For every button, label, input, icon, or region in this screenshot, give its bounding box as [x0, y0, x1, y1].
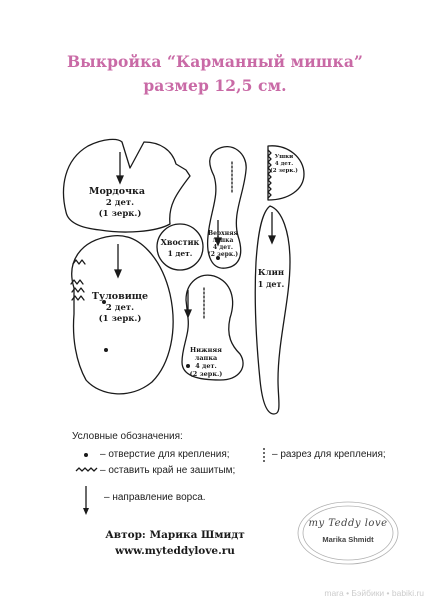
gusset-nap-arrow — [269, 236, 275, 243]
tail-name: Хвостик — [160, 237, 200, 247]
upper-paw-count: 4 дет. — [213, 244, 233, 251]
upper-paw-name-2: лапка — [212, 237, 234, 244]
muzzle-mirror: (1 зерк.) — [98, 209, 142, 219]
legend-edge-symbol — [76, 468, 97, 471]
tail-piece-outline — [157, 224, 203, 270]
page-title: Выкройка “Карманный мишка” — [66, 52, 364, 71]
ears-count: 4 дет. — [274, 161, 294, 167]
teddy-love-logo — [293, 498, 403, 570]
lower-paw-hole-mark — [186, 364, 190, 368]
lower-paw-name-1: Нижняя — [190, 346, 222, 354]
ears-name: Ушки — [274, 154, 294, 160]
lower-paw-mirror: (2 зерк.) — [189, 370, 223, 378]
legend-hole-symbol — [84, 453, 88, 457]
lower-paw-name-2: лапка — [194, 354, 218, 362]
author-site[interactable]: www.myteddylove.ru — [115, 545, 235, 557]
logo-author-name: Marika Shmidt — [322, 535, 374, 544]
muzzle-count: 2 дет. — [105, 198, 135, 208]
author-name: Автор: Марика Шмидт — [105, 529, 245, 541]
watermark: mara • Бэйбики • babiki.ru — [324, 588, 424, 598]
lower-paw-nap-arrow — [185, 310, 191, 317]
gusset-count: 1 дет. — [257, 279, 285, 289]
body-hole-mark-lower — [104, 348, 108, 352]
legend-edge-text: – оставить край не зашитым; — [100, 465, 236, 476]
upper-paw-mirror: (2 зерк.) — [207, 251, 239, 258]
legend-nap-text: – направление ворса. — [104, 492, 206, 503]
muzzle-nap-arrow — [117, 176, 123, 183]
legend-hole-text: – отверстие для крепления; — [100, 449, 230, 460]
body-nap-arrow — [115, 270, 121, 277]
lower-paw-count: 4 дет. — [195, 362, 217, 370]
legend-heading: Условные обозначения: — [72, 431, 183, 442]
body-name: Туловище — [91, 291, 149, 302]
ears-open-edge — [268, 150, 271, 198]
logo-script-text: my Teddy love — [308, 518, 388, 529]
ears-mirror: (2 зерк.) — [270, 168, 298, 174]
legend-cut-text: – разрез для крепления; — [272, 449, 386, 460]
body-mirror: (1 зерк.) — [98, 314, 142, 324]
tail-count: 1 дет. — [167, 249, 193, 258]
page-subtitle: размер 12,5 см. — [143, 76, 287, 95]
upper-paw-name-1: Верхняя — [208, 230, 238, 237]
muzzle-name: Мордочка — [88, 186, 146, 197]
legend-nap-arrow — [83, 508, 89, 515]
gusset-name: Клин — [257, 268, 285, 278]
body-count: 2 дет. — [105, 303, 135, 313]
